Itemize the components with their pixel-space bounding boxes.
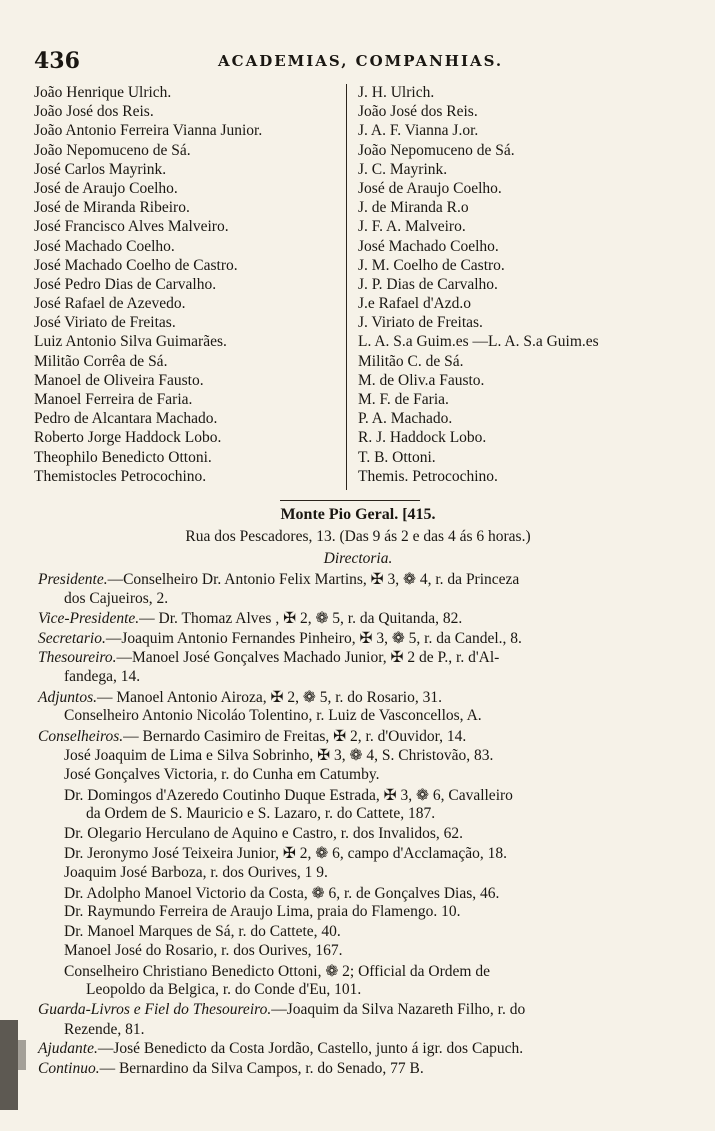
entry-text: — Bernardo Casimiro de Freitas, ✠ 2, r. d'Ouvidor, 14. [123, 727, 467, 745]
monte-pio-section [38, 506, 678, 1079]
directory-line [38, 923, 678, 943]
abbreviated-name: L. A. S.a Guim.es —L. A. S.a Guim.es [358, 333, 599, 351]
role-label: Ajudante. [38, 1040, 98, 1058]
name-row [34, 103, 654, 122]
entry-text: — Bernardino da Silva Campos, r. do Senado, 77 B. [99, 1059, 424, 1077]
abbreviated-name: Themis. Petrocochino. [358, 467, 498, 485]
name-row [34, 314, 654, 333]
name-row [34, 238, 654, 257]
full-name: Manoel de Oliveira Fausto. [34, 371, 204, 389]
name-row [34, 333, 654, 352]
directory-line [38, 609, 678, 629]
role-label: Guarda-Livros e Fiel do Thesoureiro. [38, 1001, 272, 1019]
abbreviated-name: J. A. F. Vianna J.or. [358, 122, 479, 140]
name-row [34, 410, 654, 429]
full-name: José Francisco Alves Malveiro. [34, 218, 229, 236]
entry-text: —Conselheiro Dr. Antonio Felix Martins, ✠ 3, ❁ 4, r. da Princeza [107, 571, 520, 588]
abbreviated-name: J. M. Coelho de Castro. [358, 256, 505, 274]
entry-text: Dr. Manoel Marques de Sá, r. do Cattete, 40. [64, 922, 341, 940]
entry-text: fandega, 14. [64, 667, 141, 685]
full-name: José de Araujo Coelho. [34, 179, 178, 197]
name-row [34, 142, 654, 161]
entry-text: Conselheiro Christiano Benedicto Ottoni, ❁ 2; Official da Ordem de [64, 962, 490, 980]
directory-line [38, 1040, 678, 1060]
directory-line [38, 903, 678, 923]
full-name: José de Miranda Ribeiro. [34, 199, 190, 217]
abbreviated-name: P. A. Machado. [358, 410, 453, 428]
entry-text: Dr. Olegario Herculano de Aquino e Castro, r. dos Invalidos, 62. [64, 824, 464, 842]
directory-line [38, 962, 678, 982]
full-name: Pedro de Alcantara Machado. [34, 410, 218, 428]
directory-line [38, 981, 678, 1001]
entry-text: —José Benedicto da Costa Jordão, Castello, junto á igr. dos Capuch. [97, 1040, 524, 1058]
abbreviated-name: João Nepomuceno de Sá. [358, 141, 515, 159]
role-label: Thesoureiro. [38, 649, 117, 667]
role-label: Adjuntos. [38, 688, 97, 706]
directory-line [38, 884, 678, 904]
name-row [34, 372, 654, 391]
abbreviated-name: J. F. A. Malveiro. [358, 218, 466, 236]
entry-text: —Manoel José Gonçalves Machado Junior, ✠ 2 de P., r. d'Al- [116, 649, 500, 667]
directory-line [38, 805, 678, 825]
directory-line [38, 1001, 678, 1021]
section-title: Monte Pio Geral. [415. [280, 506, 436, 523]
abbreviated-name: João José dos Reis. [358, 103, 478, 121]
full-name: José Machado Coelho de Castro. [34, 256, 238, 274]
running-title: ACADEMIAS, COMPANHIAS. [218, 52, 504, 70]
full-name: José Viriato de Freitas. [34, 314, 176, 332]
name-row [34, 276, 654, 295]
abbreviated-name: M. de Oliv.a Fausto. [358, 371, 485, 389]
full-name: João Antonio Ferreira Vianna Junior. [34, 122, 263, 140]
entry-text: Joaquim José Barboza, r. dos Ourives, 1 9. [64, 863, 328, 881]
directory-line [38, 844, 678, 864]
name-row [34, 257, 654, 276]
full-name: Militão Corrêa de Sá. [34, 352, 168, 370]
abbreviated-name: J. Viriato de Freitas. [358, 314, 483, 332]
entry-text: —Joaquim Antonio Fernandes Pinheiro, ✠ 3, ❁ 5, r. da Candel., 8. [105, 629, 522, 647]
name-row [34, 180, 654, 199]
directory-line [38, 648, 678, 668]
full-name: José Machado Coelho. [34, 237, 175, 255]
directory-line [38, 786, 678, 806]
name-row [34, 468, 654, 487]
directory-line [38, 766, 678, 786]
entry-text: —Joaquim da Silva Nazareth Filho, r. do [271, 1001, 526, 1019]
name-row [34, 295, 654, 314]
section-address: Rua dos Pescadores, 13. (Das 9 ás 2 e das 4 ás 6 horas.) [185, 528, 531, 545]
name-row [34, 122, 654, 141]
full-name: João José dos Reis. [34, 103, 154, 121]
full-name: José Pedro Dias de Carvalho. [34, 275, 217, 293]
section-subtitle: Directoria. [323, 550, 393, 567]
abbreviated-name: J. P. Dias de Carvalho. [358, 275, 498, 293]
abbreviated-name: J.e Rafael d'Azd.o [358, 295, 471, 313]
entry-text: Dr. Adolpho Manoel Victorio da Costa, ❁ 6, r. de Gonçalves Dias, 46. [64, 884, 500, 902]
directory-line [38, 629, 678, 649]
full-name: Roberto Jorge Haddock Lobo. [34, 429, 222, 447]
directory-line [38, 942, 678, 962]
full-name: Themistocles Petrocochino. [34, 467, 207, 485]
name-row [34, 429, 654, 448]
full-name: Theophilo Benedicto Ottoni. [34, 448, 212, 466]
full-name: João Henrique Ulrich. [34, 84, 172, 101]
page-number: 436 [34, 48, 80, 74]
full-name: José Carlos Mayrink. [34, 160, 167, 178]
directory-line [38, 1060, 678, 1080]
entry-text: — Manoel Antonio Airoza, ✠ 2, ❁ 5, r. do Rosario, 31. [97, 688, 442, 706]
entry-text: Dr. Jeronymo José Teixeira Junior, ✠ 2, ❁ 6, campo d'Acclamação, 18. [64, 845, 508, 863]
entry-text: José Gonçalves Victoria, r. do Cunha em Catumby. [64, 765, 380, 783]
directory-line [38, 707, 678, 727]
role-label: Secretario. [38, 629, 106, 647]
role-label: Vice-Presidente. [38, 610, 140, 628]
directory-line [38, 864, 678, 884]
abbreviated-name: José Machado Coelho. [358, 237, 499, 255]
abbreviated-name: Militão C. de Sá. [358, 352, 464, 370]
full-name: João Nepomuceno de Sá. [34, 141, 191, 159]
role-label: Presidente. [38, 571, 108, 588]
entry-text: Conselheiro Antonio Nicoláo Tolentino, r. Luiz de Vasconcellos, A. [64, 707, 482, 725]
entry-text: José Joaquim de Lima e Silva Sobrinho, ✠ 3, ❁ 4, S. Christovão, 83. [64, 747, 494, 765]
entry-text: Manoel José do Rosario, r. dos Ourives, 167. [64, 942, 343, 960]
name-row [34, 218, 654, 237]
abbreviated-name: J. H. Ulrich. [358, 84, 435, 101]
page-stain [0, 1020, 18, 1110]
abbreviated-name: R. J. Haddock Lobo. [358, 429, 487, 447]
page-stain-edge [18, 1040, 26, 1070]
abbreviated-name: José de Araujo Coelho. [358, 179, 502, 197]
name-row [34, 84, 654, 103]
directory-line [38, 570, 678, 590]
entry-text: Rezende, 81. [64, 1020, 145, 1038]
name-row [34, 449, 654, 468]
directory-line [38, 746, 678, 766]
directory-line [38, 590, 678, 610]
role-label: Conselheiros. [38, 727, 124, 745]
full-name: José Rafael de Azevedo. [34, 295, 186, 313]
column-divider [346, 84, 347, 490]
entry-text: da Ordem de S. Mauricio e S. Lazaro, r. do Cattete, 187. [86, 805, 436, 823]
directory-entries [38, 570, 678, 1079]
name-row [34, 391, 654, 410]
full-name: Luiz Antonio Silva Guimarães. [34, 333, 227, 351]
directory-line [38, 668, 678, 688]
abbreviated-name: T. B. Ottoni. [358, 448, 436, 466]
entry-text: — Dr. Thomaz Alves , ✠ 2, ❁ 5, r. da Quitanda, 82. [139, 610, 463, 628]
name-row [34, 353, 654, 372]
entry-text: Dr. Raymundo Ferreira de Araujo Lima, praia do Flamengo. 10. [64, 903, 461, 921]
entry-text: Dr. Domingos d'Azeredo Coutinho Duque Estrada, ✠ 3, ❁ 6, Cavalleiro [64, 786, 513, 804]
abbreviated-name: M. F. de Faria. [358, 391, 449, 408]
role-label: Continuo. [38, 1059, 100, 1077]
directory-line [38, 1021, 678, 1041]
name-row [34, 199, 654, 218]
directory-line [38, 825, 678, 845]
page-header [28, 48, 688, 78]
full-name: Manoel Ferreira de Faria. [34, 391, 193, 408]
directory-line [38, 688, 678, 708]
entry-text: Leopoldo da Belgica, r. do Conde d'Eu, 101. [86, 981, 362, 999]
directory-line [38, 727, 678, 747]
abbreviated-name: J. C. Mayrink. [358, 160, 448, 178]
entry-text: dos Cajueiros, 2. [64, 589, 169, 607]
abbreviated-name: J. de Miranda R.o [358, 199, 469, 217]
section-rule [280, 500, 420, 501]
name-row [34, 161, 654, 180]
member-name-list [34, 84, 654, 487]
